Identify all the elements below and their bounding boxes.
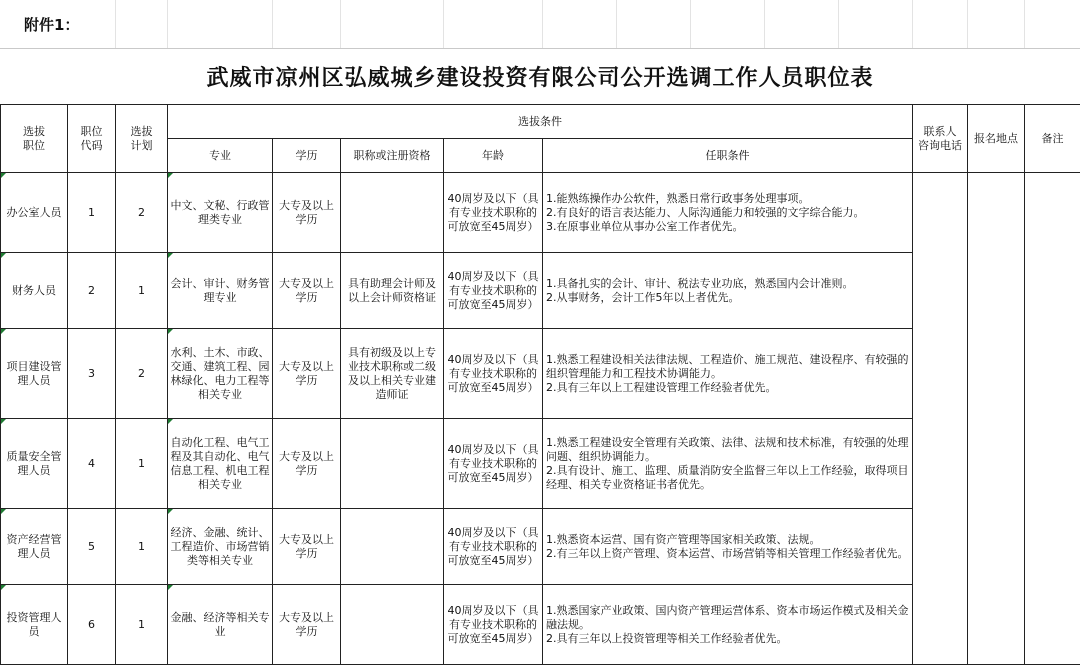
cell-title-qual [341, 585, 444, 665]
cell-age: 40周岁及以下（具有专业技术职称的可放宽至45周岁） [444, 585, 543, 665]
cell-plan: 1 [116, 509, 168, 585]
cell-plan: 2 [116, 329, 168, 419]
table-row [1, 173, 1080, 253]
cell-title-qual [341, 173, 444, 253]
cell-plan: 1 [116, 253, 168, 329]
cell-code: 6 [68, 585, 116, 665]
cell-duties: 1.能熟练操作办公软件，熟悉日常行政事务处理事项。 2.有良好的语言表达能力、人际沟通能力和较强的文字综合能力。 3.在原事业单位从事办公室工作者优先。 [543, 173, 913, 253]
header-age: 年龄 [444, 139, 543, 173]
header-remarks: 备注 [1025, 105, 1080, 173]
cell-title-qual: 具有助理会计师及以上会计师资格证 [341, 253, 444, 329]
cell-title-qual [341, 419, 444, 509]
cell-code: 2 [68, 253, 116, 329]
cell-location [968, 173, 1025, 665]
header-duties: 任职条件 [543, 139, 913, 173]
cell-age: 40周岁及以下（具有专业技术职称的可放宽至45周岁） [444, 329, 543, 419]
cell-title-qual [341, 509, 444, 585]
cell-contact [913, 173, 968, 665]
cell-title-qual: 具有初级及以上专业技术职称或二级及以上相关专业建造师证 [341, 329, 444, 419]
cell-position: 办公室人员 [1, 173, 68, 253]
cell-duties: 1.熟悉工程建设相关法律法规、工程造价、施工规范、建设程序、有较强的组织管理能力和工程技术协调能力。 2.具有三年以上工程建设管理工作经验者优先。 [543, 329, 913, 419]
cell-education: 大专及以上学历 [273, 509, 341, 585]
cell-age: 40周岁及以下（具有专业技术职称的可放宽至45周岁） [444, 509, 543, 585]
cell-education: 大专及以上学历 [273, 419, 341, 509]
header-contact: 联系人 咨询电话 [913, 105, 968, 173]
cell-remarks [1025, 173, 1080, 665]
cell-major: 金融、经济等相关专业 [168, 585, 273, 665]
page-title: 武威市凉州区弘威城乡建设投资有限公司公开选调工作人员职位表 [206, 64, 874, 91]
cell-code: 1 [68, 173, 116, 253]
attachment-label: 附件1： [24, 16, 80, 34]
cell-age: 40周岁及以下（具有专业技术职称的可放宽至45周岁） [444, 419, 543, 509]
cell-age: 40周岁及以下（具有专业技术职称的可放宽至45周岁） [444, 173, 543, 253]
positions-table [0, 104, 1080, 665]
header-major: 专业 [168, 139, 273, 173]
cell-plan: 1 [116, 419, 168, 509]
cell-position: 财务人员 [1, 253, 68, 329]
header-plan: 选拔 计划 [116, 105, 168, 173]
cell-education: 大专及以上学历 [273, 253, 341, 329]
header-education: 学历 [273, 139, 341, 173]
cell-major: 水利、土木、市政、交通、建筑工程、园林绿化、电力工程等相关专业 [168, 329, 273, 419]
cell-position: 质量安全管理人员 [1, 419, 68, 509]
cell-education: 大专及以上学历 [273, 329, 341, 419]
cell-duties: 1.熟悉工程建设安全管理有关政策、法律、法规和技术标准，有较强的处理问题、组织协调能力。 2.具有设计、施工、监理、质量消防安全监督三年以上工作经验，取得项目经理、相关专业资格证书者优先。 [543, 419, 913, 509]
cell-code: 5 [68, 509, 116, 585]
cell-education: 大专及以上学历 [273, 173, 341, 253]
cell-position: 资产经营管理人员 [1, 509, 68, 585]
cell-major: 中文、文秘、行政管理类专业 [168, 173, 273, 253]
cell-major: 自动化工程、电气工程及其自动化、电气信息工程、机电工程相关专业 [168, 419, 273, 509]
cell-duties: 1.熟悉资本运营、国有资产管理等国家相关政策、法规。 2.有三年以上资产管理、资本运营、市场营销等相关管理工作经验者优先。 [543, 509, 913, 585]
cell-education: 大专及以上学历 [273, 585, 341, 665]
header-conditions: 选拔条件 [168, 105, 913, 139]
header-location: 报名地点 [968, 105, 1025, 173]
cell-position: 投资管理人员 [1, 585, 68, 665]
cell-duties: 1.具备扎实的会计、审计、税法专业功底，熟悉国内会计准则。 2.从事财务，会计工作5年以上者优先。 [543, 253, 913, 329]
cell-plan: 2 [116, 173, 168, 253]
header-position: 选拔 职位 [1, 105, 68, 173]
cell-duties: 1.熟悉国家产业政策、国内资产管理运营体系、资本市场运作模式及相关金融法规。 2.具有三年以上投资管理等相关工作经验者优先。 [543, 585, 913, 665]
cell-code: 3 [68, 329, 116, 419]
cell-position: 项目建设管理人员 [1, 329, 68, 419]
header-title-qual: 职称或注册资格 [341, 139, 444, 173]
attachment-row [0, 0, 1080, 49]
cell-major: 经济、金融、统计、工程造价、市场营销类等相关专业 [168, 509, 273, 585]
title-row [0, 48, 1080, 104]
cell-code: 4 [68, 419, 116, 509]
cell-major: 会计、审计、财务管理专业 [168, 253, 273, 329]
header-code: 职位 代码 [68, 105, 116, 173]
cell-plan: 1 [116, 585, 168, 665]
cell-age: 40周岁及以下（具有专业技术职称的可放宽至45周岁） [444, 253, 543, 329]
